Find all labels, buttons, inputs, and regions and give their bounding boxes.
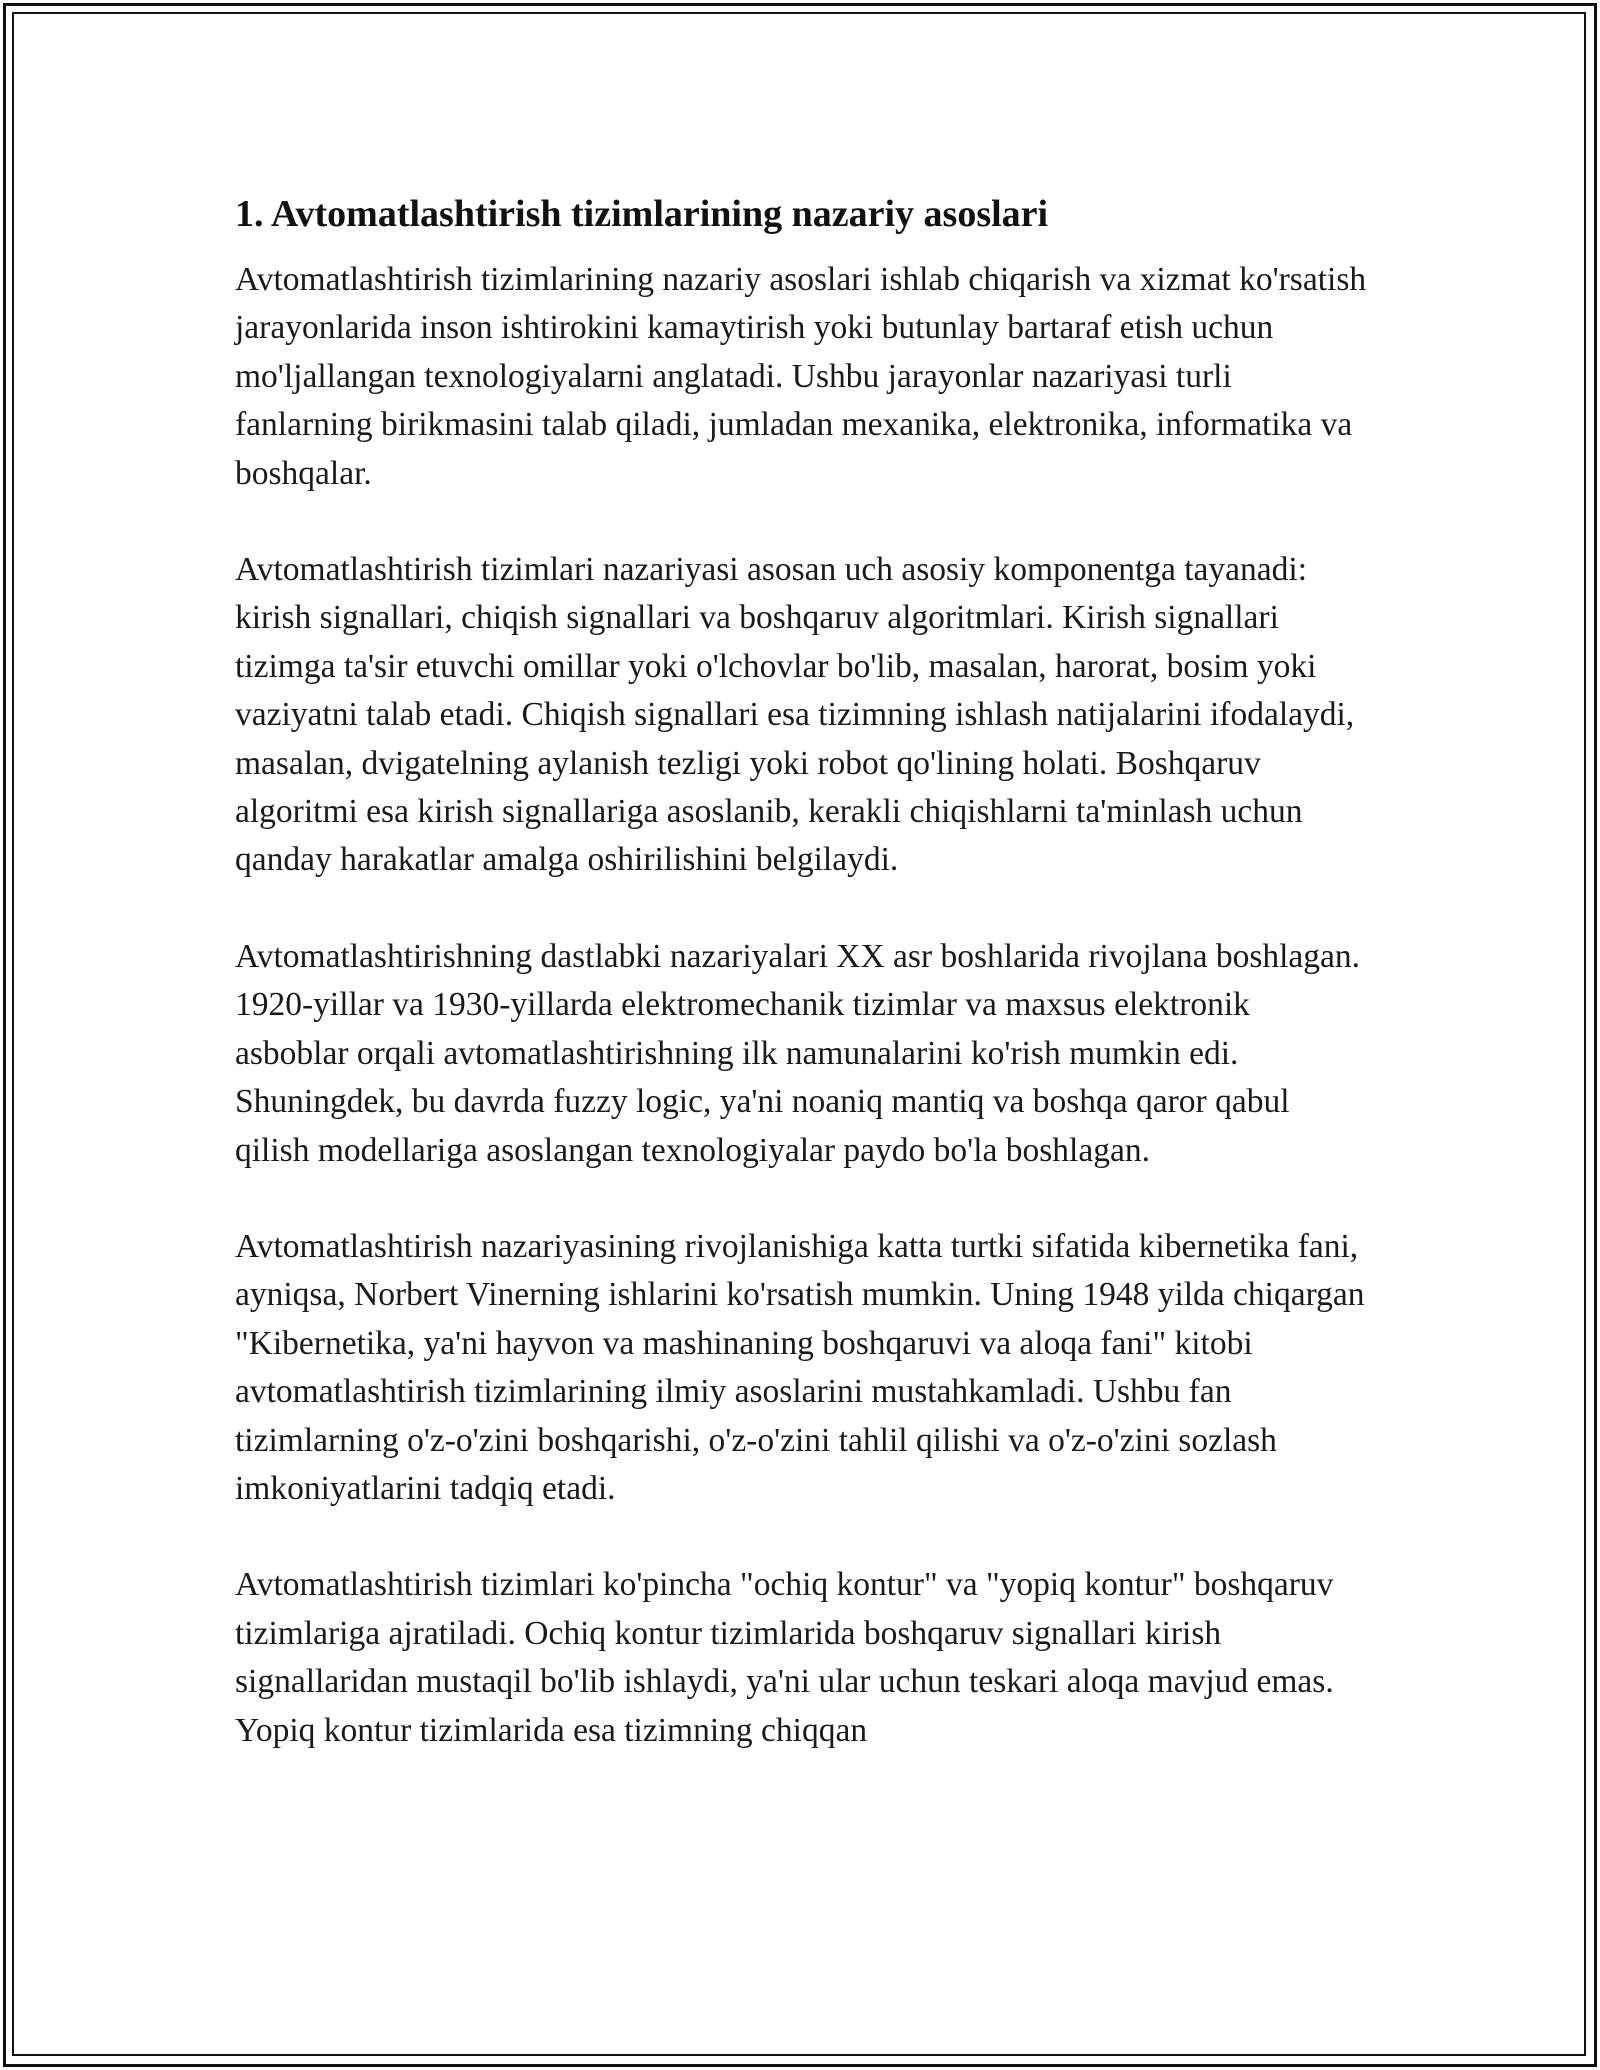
document-body <box>235 182 1370 1755</box>
paragraph-4: Avtomatlashtirish nazariyasining rivojlanishiga katta turtki sifatida kibernetika fani, ayniqsa, Norbert Vinerning ishlarini ko'rsatish mumkin. Uning 1948 yilda chiqargan "Kibernetika, ya'ni hayvon va mashinaning boshqaruvi va aloqa fani" kitobi avtomatlashtirish tizimlarining ilmiy asoslarini mustahkamladi. Ushbu fan tizimlarning o'z-o'zini boshqarishi, o'z-o'zini tahlil qilishi va o'z-o'zini sozlash imkoniyatlarini tadqiq etadi. <box>235 1227 1365 1507</box>
paragraph-5: Avtomatlashtirish tizimlari ko'pincha "ochiq kontur" va "yopiq kontur" boshqaruv tizimlariga ajratiladi. Ochiq kontur tizimlarida boshqaruv signallari kirish signallaridan mustaqil bo'lib ishlaydi, ya'ni ular uchun teskari aloqa mavjud emas. Yopiq kontur tizimlarida esa tizimning chiqqan <box>235 1566 1334 1749</box>
paragraph-2: Avtomatlashtirish tizimlari nazariyasi asosan uch asosiy komponentga tayanadi: kirish signallari, chiqish signallari va boshqaruv algoritmlari. Kirish signallari tizimga ta'sir etuvchi omillar yoki o'lchovlar bo'lib, masalan, harorat, bosim yoki vaziyatni talab etadi. Chiqish signallari esa tizimning ishlash natijalarini ifodalaydi, masalan, dvigatelning aylanish tezligi yoki robot qo'lining holati. Boshqaruv algoritmi esa kirish signallariga asoslanib, kerakli chiqishlarni ta'minlash uchun qanday harakatlar amalga oshirilishini belgilaydi. <box>235 551 1355 879</box>
section-heading: 1. Avtomatlashtirish tizimlarining nazariy asoslari <box>235 193 1049 235</box>
paragraph-3: Avtomatlashtirishning dastlabki nazariyalari XX asr boshlarida rivojlana boshlagan. 1920-yillar va 1930-yillarda elektromechanik tizimlar va maxsus elektronik asboblar orqali avtomatlashtirishning ilk namunalarini ko'rish mumkin edi. Shuningdek, bu davrda fuzzy logic, ya'ni noaniq mantiq va boshqa qaror qabul qilish modellariga asoslangan texnologiyalar paydo bo'la boshlagan. <box>235 937 1361 1169</box>
paragraph-1: Avtomatlashtirish tizimlarining nazariy asoslari ishlab chiqarish va xizmat ko'rsatish jarayonlarida inson ishtirokini kamaytirish yoki butunlay bartaraf etish uchun mo'ljallangan texnologiyalarni anglatadi. Ushbu jarayonlar nazariyasi turli fanlarning birikmasini talab qiladi, jumladan mexanika, elektronika, informatika va boshqalar. <box>235 261 1367 492</box>
